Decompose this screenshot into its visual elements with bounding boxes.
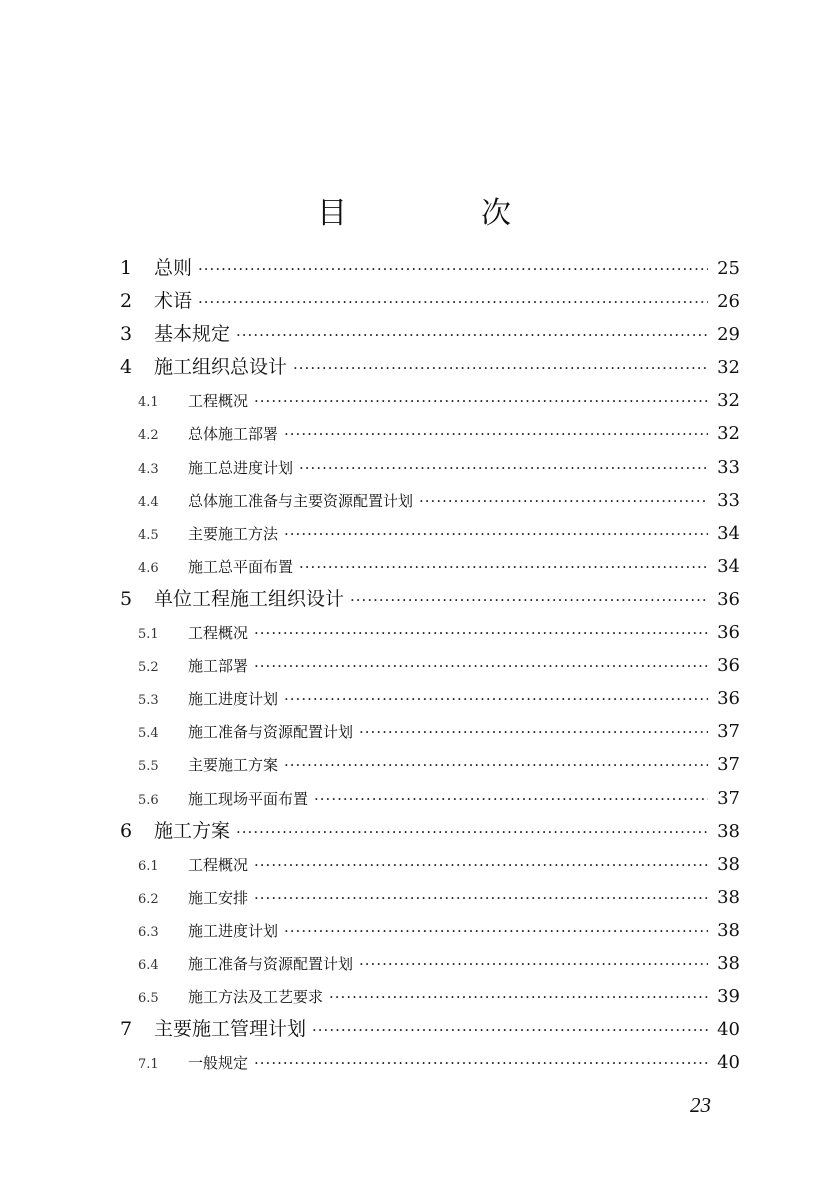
toc-entry-number: 5.1 xyxy=(138,627,159,643)
toc-chapter-entry[interactable] xyxy=(118,351,740,384)
toc-entry-page: 40 xyxy=(717,1019,740,1041)
toc-entry-title: 主要施工方法 xyxy=(188,524,279,543)
toc-section-entry[interactable] xyxy=(118,616,740,649)
toc-entry-page: 33 xyxy=(717,456,740,478)
toc-section-entry[interactable] xyxy=(118,748,740,781)
toc-entry-title: 施工准备与资源配置计划 xyxy=(188,723,354,742)
toc-entry-page: 36 xyxy=(717,588,740,610)
toc-entry-page: 32 xyxy=(717,423,740,445)
toc-entry-title: 单位工程施工组织设计 xyxy=(154,587,345,610)
toc-section-entry[interactable] xyxy=(118,980,740,1013)
toc-dot-leader xyxy=(198,286,708,319)
toc-section-entry[interactable] xyxy=(118,417,740,450)
toc-chapter-entry[interactable] xyxy=(118,285,740,318)
toc-entry-title: 施工现场平面布置 xyxy=(188,789,309,808)
toc-dot-leader xyxy=(284,418,708,451)
toc-entry-page: 36 xyxy=(717,688,740,710)
toc-entry-number: 5.5 xyxy=(138,759,159,775)
page-number: 23 xyxy=(690,1093,711,1117)
toc-entry-title: 施工总平面布置 xyxy=(188,557,294,576)
toc-chapter-entry[interactable] xyxy=(118,815,740,848)
toc-entry-number: 4 xyxy=(120,356,133,379)
toc-entry-number: 5 xyxy=(120,587,133,610)
toc-section-entry[interactable] xyxy=(118,947,740,980)
toc-entry-page: 38 xyxy=(717,952,740,974)
toc-entry-number: 7 xyxy=(120,1018,133,1041)
toc-section-entry[interactable] xyxy=(118,484,740,517)
toc-entry-number: 4.3 xyxy=(138,461,159,477)
toc-entry-title: 施工部署 xyxy=(188,657,249,676)
toc-entry-page: 37 xyxy=(717,787,740,809)
toc-chapter-entry[interactable] xyxy=(118,1013,740,1046)
toc-entry-page: 38 xyxy=(717,853,740,875)
toc-entry-number: 4.2 xyxy=(138,428,159,444)
toc-dot-leader xyxy=(419,485,708,518)
toc-section-entry[interactable] xyxy=(118,517,740,550)
toc-entry-page: 32 xyxy=(717,390,740,412)
toc-entry-page: 38 xyxy=(717,919,740,941)
toc-entry-page: 38 xyxy=(717,820,740,842)
toc-section-entry[interactable] xyxy=(118,1046,740,1079)
toc-entry-page: 25 xyxy=(717,258,740,279)
toc-entry-number: 1 xyxy=(120,257,133,279)
toc-entry-number: 6.2 xyxy=(138,891,159,907)
toc-entry-number: 6 xyxy=(120,819,133,842)
page-title: 目 次 xyxy=(317,196,563,232)
toc-chapter-entry[interactable] xyxy=(118,583,740,616)
toc-dot-leader xyxy=(329,981,708,1014)
toc-section-entry[interactable] xyxy=(118,914,740,947)
toc-chapter-entry[interactable] xyxy=(118,318,740,351)
toc-entry-number: 4.4 xyxy=(138,494,159,510)
toc-dot-leader xyxy=(284,749,708,782)
toc-entry-page: 34 xyxy=(717,522,740,544)
toc-entry-page: 40 xyxy=(717,1052,740,1074)
toc-entry-page: 29 xyxy=(717,324,740,346)
toc-entry-title: 施工方案 xyxy=(154,819,231,842)
toc-dot-leader xyxy=(359,716,708,749)
toc-dot-leader xyxy=(299,452,708,485)
toc-entry-number: 2 xyxy=(120,290,133,313)
toc-entry-page: 38 xyxy=(717,886,740,908)
toc-dot-leader xyxy=(284,518,708,551)
toc-entry-page: 32 xyxy=(717,357,740,379)
toc-dot-leader xyxy=(284,683,708,716)
toc-dot-leader xyxy=(254,1047,708,1080)
toc-section-entry[interactable] xyxy=(118,384,740,417)
toc-dot-leader xyxy=(236,816,708,849)
toc-entry-page: 34 xyxy=(717,555,740,577)
toc-entry-title: 工程概况 xyxy=(188,392,249,411)
toc-dot-leader xyxy=(254,385,708,418)
toc-dot-leader xyxy=(312,1014,708,1047)
toc-entry-number: 6.5 xyxy=(138,991,159,1007)
toc-entry-title: 术语 xyxy=(154,290,193,313)
toc-dot-leader xyxy=(359,948,708,981)
toc-section-entry[interactable] xyxy=(118,682,740,715)
toc-dot-leader xyxy=(254,849,708,882)
toc-entry-page: 36 xyxy=(717,655,740,677)
toc-dot-leader xyxy=(254,882,708,915)
toc-section-entry[interactable] xyxy=(118,550,740,583)
toc-dot-leader xyxy=(236,319,708,352)
toc-entry-title: 一般规定 xyxy=(188,1054,249,1073)
toc-entry-page: 37 xyxy=(717,721,740,743)
toc-entry-number: 4.5 xyxy=(138,527,159,543)
toc-dot-leader xyxy=(314,783,708,816)
toc-section-entry[interactable] xyxy=(118,715,740,748)
toc-section-entry[interactable] xyxy=(118,881,740,914)
toc-section-entry[interactable] xyxy=(118,848,740,881)
toc-entry-number: 6.1 xyxy=(138,858,159,874)
toc-entry-title: 施工进度计划 xyxy=(188,690,279,709)
toc-entry-title: 工程概况 xyxy=(188,855,249,874)
toc-entry-title: 总体施工部署 xyxy=(188,425,279,444)
toc-dot-leader xyxy=(299,551,708,584)
toc-entry-title: 施工安排 xyxy=(188,888,249,907)
toc-chapter-entry[interactable] xyxy=(118,252,740,285)
toc-entry-page: 37 xyxy=(717,754,740,776)
toc-section-entry[interactable] xyxy=(118,782,740,815)
toc-entry-number: 4.6 xyxy=(138,560,159,576)
toc-entry-title: 工程概况 xyxy=(188,624,249,643)
toc-entry-title: 施工总进度计划 xyxy=(188,458,294,477)
toc-entry-title: 总体施工准备与主要资源配置计划 xyxy=(188,491,414,510)
toc-dot-leader xyxy=(350,584,708,617)
toc-dot-leader xyxy=(293,352,708,385)
toc-entry-title: 施工组织总设计 xyxy=(154,356,288,379)
toc-dot-leader xyxy=(254,617,708,650)
toc-entry-title: 施工进度计划 xyxy=(188,921,279,940)
toc-entry-number: 7.1 xyxy=(138,1057,159,1073)
toc-entry-number: 3 xyxy=(120,323,133,346)
toc-entry-title: 总则 xyxy=(154,257,193,279)
toc-entry-number: 5.2 xyxy=(138,660,159,676)
toc-entry-number: 4.1 xyxy=(138,395,159,411)
toc-dot-leader xyxy=(198,253,708,286)
toc-dot-leader xyxy=(254,650,708,683)
toc-dot-leader xyxy=(284,915,708,948)
toc-entry-number: 6.4 xyxy=(138,957,159,973)
toc-entry-number: 6.3 xyxy=(138,924,159,940)
toc-section-entry[interactable] xyxy=(118,649,740,682)
table-of-contents xyxy=(118,252,740,1079)
toc-entry-title: 主要施工管理计划 xyxy=(154,1018,307,1041)
toc-section-entry[interactable] xyxy=(118,451,740,484)
toc-entry-page: 39 xyxy=(717,986,740,1008)
toc-entry-page: 36 xyxy=(717,622,740,644)
toc-entry-page: 33 xyxy=(717,489,740,511)
toc-entry-page: 26 xyxy=(717,291,740,313)
toc-entry-title: 主要施工方案 xyxy=(188,756,279,775)
toc-entry-title: 施工方法及工艺要求 xyxy=(188,988,324,1007)
toc-entry-title: 施工准备与资源配置计划 xyxy=(188,954,354,973)
toc-entry-number: 5.3 xyxy=(138,693,159,709)
toc-entry-number: 5.6 xyxy=(138,792,159,808)
toc-entry-number: 5.4 xyxy=(138,726,159,742)
toc-entry-title: 基本规定 xyxy=(154,323,231,346)
